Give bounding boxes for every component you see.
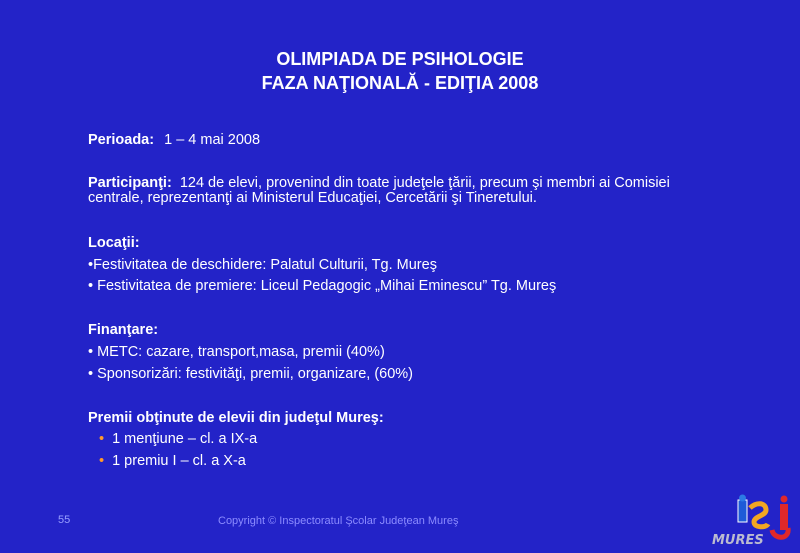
premii-item-text: 1 menţiune – cl. a IX-a <box>112 431 258 447</box>
perioada-value: 1 – 4 mai 2008 <box>164 132 261 148</box>
bullet-icon: • <box>99 453 105 469</box>
participanti-label: Participanţi: <box>88 175 172 191</box>
bullet-icon: • <box>99 431 105 447</box>
finantare-item: • Sponsorizări: festivităţi, premii, organizare, (60%) <box>88 366 414 382</box>
participanti-value: 124 de elevi, provenind din toate judeţele ţării, precum şi membri ai Comisiei centrale, reprezentanţi ai Ministerul Educaţiei, Cercetării şi Tineretului. <box>88 175 670 206</box>
participanti-paragraph <box>88 176 688 206</box>
premii-label: Premii obţinute de elevii din judeţul Mureş: <box>88 410 384 426</box>
slide-number: 55 <box>58 514 71 526</box>
title-line-2: FAZA NAŢIONALĂ - EDIŢIA 2008 <box>261 73 539 93</box>
finantare-label: Finanţare: <box>88 322 159 338</box>
slide-title <box>0 47 800 95</box>
premii-item-text: 1 premiu I – cl. a X-a <box>112 453 246 469</box>
finantare-item: • METC: cazare, transport,masa, premii (40%) <box>88 344 385 360</box>
locatii-item: •Festivitatea de deschidere: Palatul Culturii, Tg. Mureş <box>88 257 437 273</box>
premii-item <box>99 453 246 469</box>
copyright-text: Copyright © Inspectoratul Şcolar Judeţean Mureş <box>218 515 459 527</box>
perioada-label: Perioada: <box>88 132 155 148</box>
premii-item <box>99 431 257 447</box>
locatii-label: Locaţii: <box>88 235 140 251</box>
title-line-1: OLIMPIADA DE PSIHOLOGIE <box>276 49 524 69</box>
locatii-item: • Festivitatea de premiere: Liceul Pedagogic „Mihai Eminescu” Tg. Mureş <box>88 278 557 294</box>
isj-logo-icon <box>708 494 800 550</box>
perioada-row <box>88 132 260 148</box>
logo-text: MURES <box>712 533 764 548</box>
